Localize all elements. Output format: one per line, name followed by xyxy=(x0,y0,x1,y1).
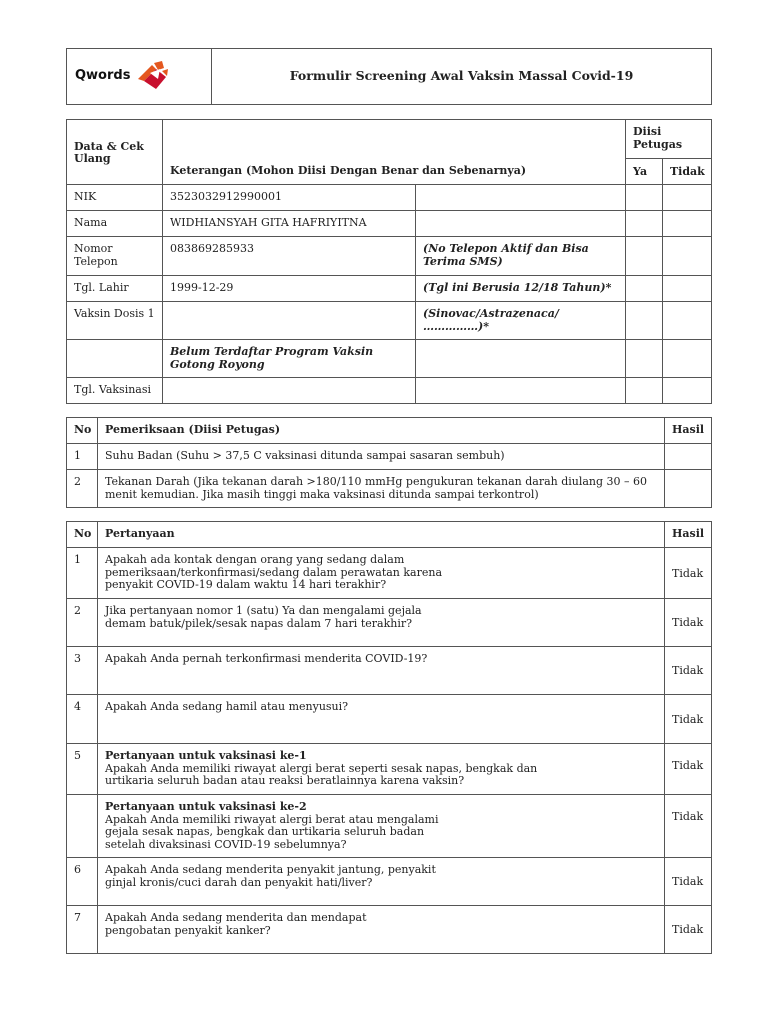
hasil-cell[interactable]: Tidak xyxy=(665,647,712,695)
row-no: 1 xyxy=(67,548,98,599)
table-row xyxy=(67,470,712,508)
question-text: Jika pertanyaan nomor 1 (satu) Ya dan mengalami gejala demam batuk/pilek/sesak napas dalam 7 hari terakhir? xyxy=(105,604,422,630)
tidak-cell[interactable] xyxy=(663,185,712,211)
row-text xyxy=(98,548,665,599)
hasil-cell[interactable] xyxy=(665,444,712,470)
table-row xyxy=(67,340,712,378)
question-text: Apakah Anda memiliki riwayat alergi berat atau mengalami gejala sesak napas, bengkak dan urtikaria seluruh badan setelah divaksinasi COVID-19 sebelumnya? xyxy=(105,812,439,851)
row-label: Vaksin Dosis 1 xyxy=(67,302,163,340)
table-row xyxy=(67,647,712,695)
question-text: Apakah Anda sedang menderita penyakit jantung, penyakit ginjal kronis/cuci darah dan penyakit hati/liver? xyxy=(105,863,436,889)
row-no: 1 xyxy=(67,444,98,470)
row-no: 3 xyxy=(67,647,98,695)
ya-cell[interactable] xyxy=(626,378,663,404)
dose1-value[interactable] xyxy=(163,302,416,340)
row-label: Tgl. Lahir xyxy=(67,276,163,302)
row-text xyxy=(98,744,665,795)
exam-table xyxy=(66,417,712,508)
table-row xyxy=(67,548,712,599)
row-label: NIK xyxy=(67,185,163,211)
screening-form xyxy=(66,48,711,954)
question-text: Apakah ada kontak dengan orang yang sedang dalam pemeriksaan/terkonfirmasi/sedang dalam perawatan karena penyakit COVID-19 dalam waktu 14 hari terakhir? xyxy=(105,553,443,591)
row-text xyxy=(98,906,665,954)
qwords-logo-icon xyxy=(132,59,172,95)
tidak-cell[interactable] xyxy=(663,340,712,378)
col-no-header: No xyxy=(67,522,98,548)
row-label: Nama xyxy=(67,211,163,237)
question-text: Apakah Anda pernah terkonfirmasi menderita COVID-19? xyxy=(105,652,428,665)
row-note xyxy=(416,185,626,211)
tidak-cell[interactable] xyxy=(663,237,712,276)
table-row xyxy=(67,695,712,744)
row-no: 2 xyxy=(67,599,98,647)
tidak-cell[interactable] xyxy=(663,302,712,340)
col-hasil-header: Hasil xyxy=(665,522,712,548)
hasil-cell[interactable]: Tidak xyxy=(665,858,712,906)
tidak-cell[interactable] xyxy=(663,378,712,404)
row-label xyxy=(67,340,163,378)
row-no: 4 xyxy=(67,695,98,744)
row-note: (Tgl ini Berusia 12/18 Tahun)* xyxy=(416,276,626,302)
ya-cell[interactable] xyxy=(626,185,663,211)
logo-text: Qwords xyxy=(75,68,131,84)
hasil-cell[interactable]: Tidak xyxy=(665,795,712,858)
row-no xyxy=(67,795,98,858)
table-row xyxy=(67,237,712,276)
vaccination-date-value[interactable] xyxy=(163,378,416,404)
row-text xyxy=(98,795,665,858)
question-text: Apakah Anda sedang hamil atau menyusui? xyxy=(105,700,349,713)
form-title: Formulir Screening Awal Vaksin Massal Covid-19 xyxy=(212,49,712,105)
row-note xyxy=(416,211,626,237)
gotong-royong-value: Belum Terdaftar Program Vaksin Gotong Royong xyxy=(163,340,416,378)
hasil-cell[interactable]: Tidak xyxy=(665,599,712,647)
table-row xyxy=(67,599,712,647)
row-no: 7 xyxy=(67,906,98,954)
birthdate-value[interactable]: 1999-12-29 xyxy=(163,276,416,302)
hasil-cell[interactable]: Tidak xyxy=(665,695,712,744)
col-ya-header: Ya xyxy=(626,159,663,185)
row-text: Tekanan Darah (Jika tekanan darah >180/110 mmHg pengukuran tekanan darah diulang 30 – 60 menit kemudian. Jika masih tinggi maka vaksinasi ditunda sampai terkontrol) xyxy=(98,470,665,508)
table-row xyxy=(67,185,712,211)
col-hasil-header: Hasil xyxy=(665,418,712,444)
question-table xyxy=(66,521,712,954)
ya-cell[interactable] xyxy=(626,302,663,340)
col-no-header: No xyxy=(67,418,98,444)
row-no: 6 xyxy=(67,858,98,906)
row-note: (Sinovac/Astrazenaca/ ……………)* xyxy=(416,302,626,340)
ya-cell[interactable] xyxy=(626,237,663,276)
data-table xyxy=(66,119,712,404)
row-text xyxy=(98,858,665,906)
row-note: (No Telepon Aktif dan Bisa Terima SMS) xyxy=(416,237,626,276)
col-tidak-header: Tidak xyxy=(663,159,712,185)
phone-value[interactable]: 083869285933 xyxy=(163,237,416,276)
row-no: 5 xyxy=(67,744,98,795)
tidak-cell[interactable] xyxy=(663,211,712,237)
row-note xyxy=(416,378,626,404)
form-header xyxy=(66,48,712,105)
nama-value[interactable]: WIDHIANSYAH GITA HAFRIYITNA xyxy=(163,211,416,237)
table-row xyxy=(67,211,712,237)
table-row xyxy=(67,276,712,302)
hasil-cell[interactable]: Tidak xyxy=(665,548,712,599)
question-text: Apakah Anda sedang menderita dan mendapat pengobatan penyakit kanker? xyxy=(105,911,367,937)
table-row xyxy=(67,744,712,795)
ya-cell[interactable] xyxy=(626,340,663,378)
col-pemeriksaan-header: Pemeriksaan (Diisi Petugas) xyxy=(98,418,665,444)
ya-cell[interactable] xyxy=(626,211,663,237)
tidak-cell[interactable] xyxy=(663,276,712,302)
table-row xyxy=(67,906,712,954)
table-row xyxy=(67,795,712,858)
question-text: Apakah Anda memiliki riwayat alergi berat seperti sesak napas, bengkak dan urtikaria seluruh badan atau reaksi beratlainnya karena vaksin? xyxy=(105,761,538,787)
table-row xyxy=(67,444,712,470)
row-text xyxy=(98,647,665,695)
row-label: Tgl. Vaksinasi xyxy=(67,378,163,404)
col-pertanyaan-header: Pertanyaan xyxy=(98,522,665,548)
table-row xyxy=(67,302,712,340)
col-petugas-header: Diisi Petugas xyxy=(626,120,712,159)
hasil-cell[interactable]: Tidak xyxy=(665,906,712,954)
logo-cell xyxy=(67,49,212,105)
col-keterangan-header: Keterangan (Mohon Diisi Dengan Benar dan Sebenarnya) xyxy=(163,120,626,185)
row-label: Nomor Telepon xyxy=(67,237,163,276)
row-no: 2 xyxy=(67,470,98,508)
row-text xyxy=(98,599,665,647)
row-note xyxy=(416,340,626,378)
ya-cell[interactable] xyxy=(626,276,663,302)
nik-value[interactable]: 3523032912990001 xyxy=(163,185,416,211)
hasil-cell[interactable] xyxy=(665,470,712,508)
col-data-header: Data & Cek Ulang xyxy=(67,120,163,185)
hasil-cell[interactable]: Tidak xyxy=(665,744,712,795)
row-text xyxy=(98,695,665,744)
table-row xyxy=(67,858,712,906)
table-row xyxy=(67,378,712,404)
question-title: Pertanyaan untuk vaksinasi ke-2 xyxy=(105,800,307,813)
question-title: Pertanyaan untuk vaksinasi ke-1 xyxy=(105,749,307,762)
row-text: Suhu Badan (Suhu > 37,5 C vaksinasi ditunda sampai sasaran sembuh) xyxy=(98,444,665,470)
